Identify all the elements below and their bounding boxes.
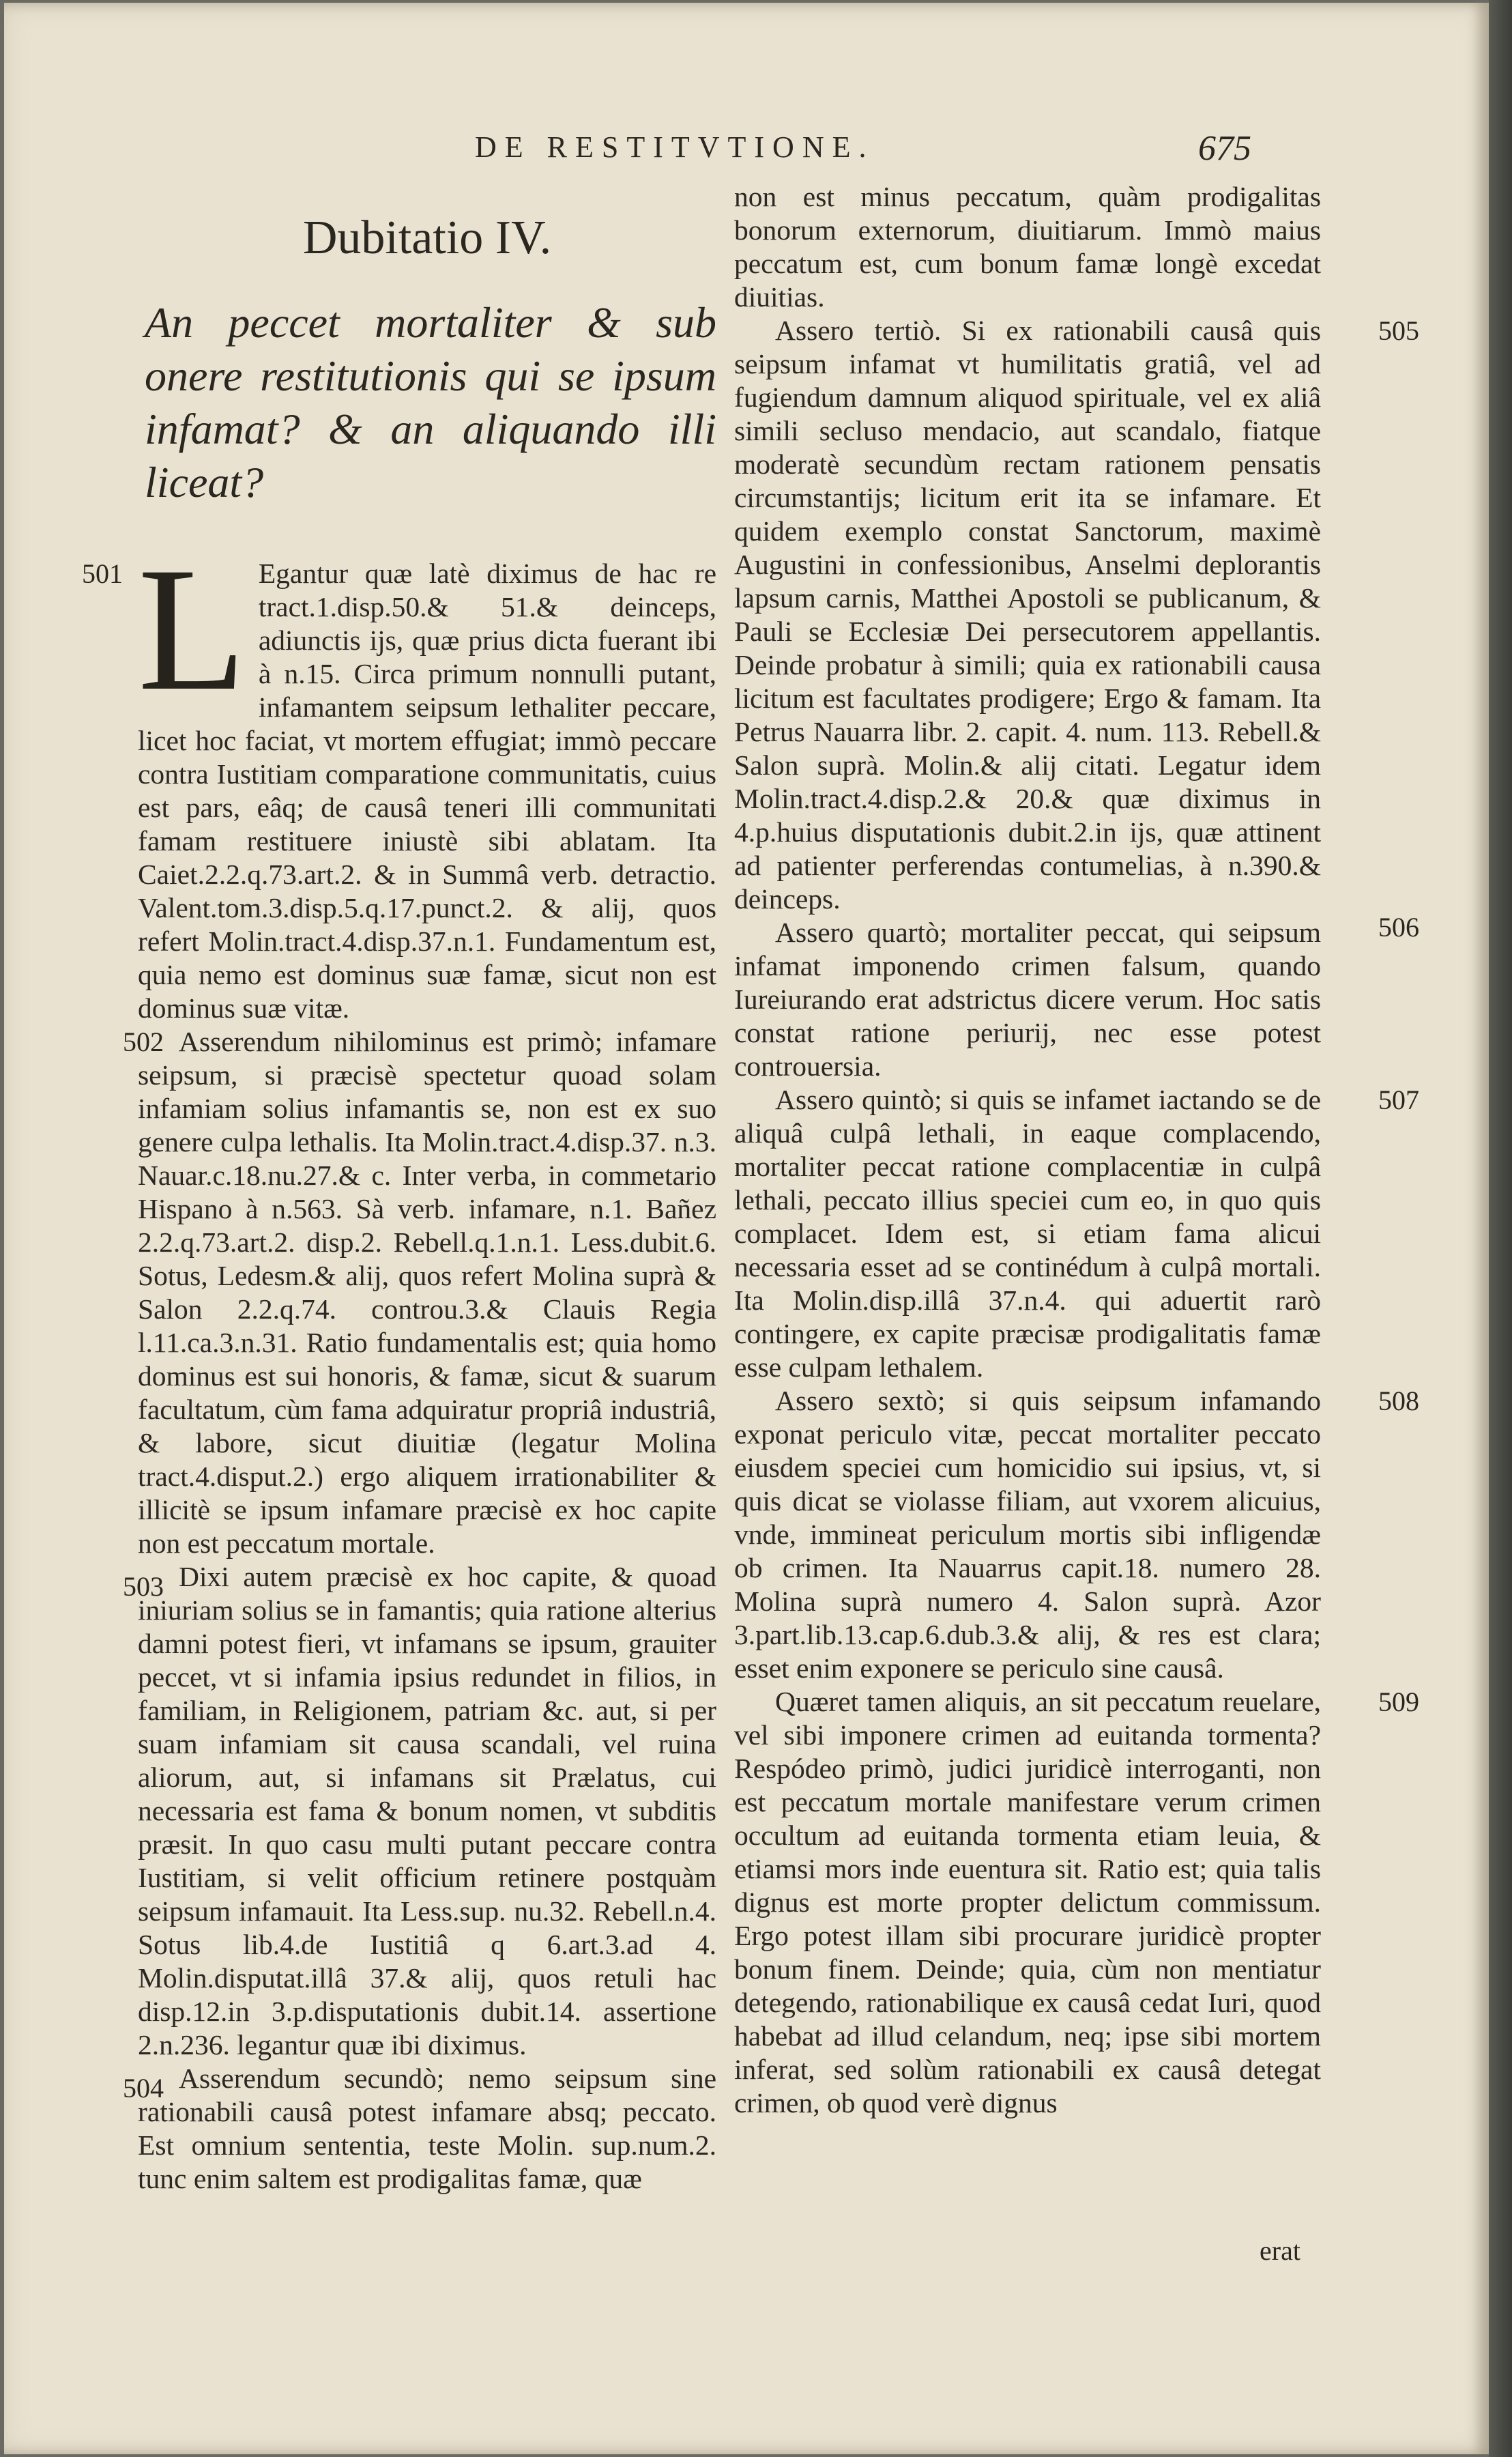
paragraph-503-text: Dixi autem præcisè ex hoc capite, & quoad iniuriam solius se in famantis; quia ratione alterius damni potest fieri, vt infamans se ipsum, grauiter peccet, vt si infamia ipsius redundet in filios, in familiam, in Religionem, patriam &c. aut, si per suam infamiam sit causa scandali, vel ruina aliorum, aut, si infamans sit Prælatus, cui necessaria est fama & bonum nomen, vt subditis præsit. In quo casu multi putant peccare contra Iustitiam, si velit officium retinere postquàm seipsum infamauit. Ita Less.sup. nu.32. Rebell.n.4. Sotus lib.4.de Iustitiâ q 6.art.3.ad 4. Molin.disputat.illâ 37.& alij, quos retuli hac disp.12.in 3.p.disputationis dubit.14. assertione 2.n.236. legantur quæ ibi diximus. bbox=[138, 1561, 716, 2060]
margin-number-505: 505 bbox=[1378, 315, 1419, 346]
paragraph-502-text: Asserendum nihilominus est primò; infamare seipsum, si præcisè spectetur quoad solam infamiam solius infamantis se, non est ex suo genere culpa lethalis. Ita Molin.tract.4.disp.37. n.3. Nauar.c.18.nu.27.& c. Inter verba, in commetario Hispano à n.563. Sà verb. infamare, n.1. Bañez 2.2.q.73.art.2. disp.2. Rebell.q.1.n.1. Less.dubit.6. Sotus, Ledesm.& alij, quos refert Molina suprà & Salon 2.2.q.74. controu.3.& Clauis Regia l.11.ca.3.n.31. Ratio fundamentalis est; quia homo dominus est sui honoris, & famæ, sicut & suarum facultatum, cùm fama adquiratur propriâ industriâ, & labore, sicut diuitiæ (legatur Molina tract.4.disput.2.) ergo aliquem irrationabiliter & illicitè se ipsum infamare præcisè ex hoc capite non est peccatum mortale. bbox=[138, 1026, 716, 1559]
margin-number-501: 501 bbox=[82, 558, 123, 589]
paragraph-506-text: Assero quartò; mortaliter peccat, qui seipsum infamat imponendo crimen falsum, quando Iureiurando erat adstrictus dicere verum. Hoc satis constat ratione periurij, nec esse potest controuersia. bbox=[734, 917, 1321, 1082]
margin-number-503: 503 bbox=[123, 1571, 164, 1602]
left-column bbox=[82, 207, 716, 2196]
margin-number-507: 507 bbox=[1378, 1084, 1419, 1115]
margin-number-504: 504 bbox=[123, 2073, 164, 2103]
dubitatio-heading: Dubitatio IV. bbox=[302, 212, 552, 264]
paragraph-501 bbox=[82, 531, 716, 1025]
paragraph-509 bbox=[734, 1685, 1419, 2120]
page-number: 675 bbox=[1198, 129, 1251, 168]
paragraph-505-text: Assero tertiò. Si ex rationabili causâ quis seipsum infamat vt humilitatis gratiâ, vel ad fugiendum damnum aliquod spirituale, vel ex aliâ simili secluso mendacio, aut scandalo, fiatque moderatè secundùm rectam rationem pensatis circumstantijs; licitum erit ita se infamare. Et quidem exemplo constat Sanctorum, maximè Augustini in confessionibus, Anselmi deplorantis lapsum carnis, Matthei Apostoli se publicanum, & Pauli se Ecclesiæ Dei persecutorem appellantis. Deinde probatur à simili; quia ex rationabili causa licitum est facultates prodigere; Ergo & famam. Ita Petrus Nauarra libr. 2. capit. 4. num. 113. Rebell.& Salon suprà. Molin.& alij citati. Legatur idem Molin.tract.4.disp.2.& 20.& quæ diximus in 4.p.huius disputationis dubit.2.in ijs, quæ attinent ad patienter perferendas contumelias, à n.390.& deinceps. bbox=[734, 315, 1321, 915]
paragraph-509-text: Quæret tamen aliquis, an sit peccatum reuelare, vel sibi imponere crimen ad euitanda tormenta? Respódeo primò, judici juridicè interroganti, non est peccatum mortale manifestare verum crimen occultum ad euitanda tormenta etiam leuia, & etiamsi mors inde euentura sit. Ratio est; quia talis dignus est morte propter delictum commissum. Ergo potest illam sibi procurare juridicè propter bonum finem. Deinde; quia, cùm non mentiatur detegendo, rationabilique ex causâ cedat Iuri, quod habebat ad illud celandum, neq; ipse sibi mortem inferat, sed solùm rationabili ex causâ detegat crimen, ob quod verè dignus bbox=[734, 1686, 1321, 2118]
right-column bbox=[734, 180, 1419, 2120]
paragraph-503 bbox=[123, 1560, 716, 2062]
catchword: erat bbox=[1260, 2235, 1300, 2266]
question-heading: An peccet mortaliter & sub onere restitutionis qui se ipsum infamat? & an aliquando illi liceat? bbox=[145, 298, 716, 506]
paragraph-506 bbox=[734, 912, 1419, 1083]
book-page bbox=[4, 3, 1489, 2454]
paragraph-504-continued-text: non est minus peccatum, quàm prodigalitas bonorum externorum, diuitiarum. Immò maius peccatum est, cum bonum famæ longè excedat diuitias. bbox=[734, 181, 1321, 313]
paragraph-501-text: Egantur quæ latè diximus de hac re tract.1.disp.50.& 51.& deinceps, adiunctis ijs, quæ prius dicta fuerant ibi à n.15. Circa primum nonnulli putant, infamantem seipsum lethaliter peccare, licet hoc faciat, vt mortem effugiat; immò peccare contra Iustitiam comparatione communitatis, cuius est pars, eâq; de causâ teneri illi communitati famam restituere iniustè sibi ablatam. Ita Caiet.2.2.q.73.art.2. & in Summâ verb. detractio. Valent.tom.3.disp.5.q.17.punct.2. & alij, quos refert Molin.tract.4.disp.37.n.1. Fundamentum est, quia nemo est dominus suæ famæ, sicut non est dominus suæ vitæ. bbox=[138, 558, 716, 1024]
paragraph-505 bbox=[734, 314, 1419, 916]
margin-number-502: 502 bbox=[123, 1026, 164, 1057]
paragraph-507 bbox=[734, 1083, 1419, 1384]
drop-capital: L bbox=[138, 531, 246, 728]
margin-number-509: 509 bbox=[1378, 1686, 1419, 1717]
paragraph-504-continued bbox=[734, 180, 1321, 314]
paragraph-508-text: Assero sextò; si quis seipsum infamando exponat periculo vitæ, peccat mortaliter peccato eiusdem speciei cum homicidio sui ipsius, vt, si quis dicat se violasse filiam, aut vxorem alicuius, vnde, immineat periculum mortis sibi infligendæ ob crimen. Ita Nauarrus capit.18. numero 28. Molina suprà numero 4. Salon suprà. Azor 3.part.lib.13.cap.6.dub.3.& alij, & res est clara; esset enim exponere se periculo sine causâ. bbox=[734, 1385, 1321, 1684]
margin-number-506: 506 bbox=[1378, 912, 1419, 943]
running-head: DE RESTITVTIONE. bbox=[475, 130, 875, 164]
paragraph-507-text: Assero quintò; si quis se infamet iactando se de aliquâ culpâ lethali, in eaque complacendo, mortaliter peccat ratione complacentiæ in culpâ lethali, peccato illius speciei cum eo, in quo quis complacet. Idem est, si etiam fama alicui necessaria esset ad se continédum à culpâ mortali. Ita Molin.disp.illâ 37.n.4. qui aduertit rarò contingere, ex capite præcisæ prodigalitatis famæ esse culpam lethalem. bbox=[734, 1084, 1321, 1383]
paragraph-508 bbox=[734, 1384, 1419, 1685]
scan-edge bbox=[1489, 0, 1512, 2457]
paragraph-504 bbox=[123, 2062, 716, 2196]
paragraph-504-text: Asserendum secundò; nemo seipsum sine rationabili causâ potest infamare absq; peccato. Est omnium sententia, teste Molin. sup.num.2. tunc enim saltem est prodigalitas famæ, quæ bbox=[138, 2063, 716, 2194]
margin-number-508: 508 bbox=[1378, 1385, 1419, 1416]
paragraph-502 bbox=[123, 1025, 716, 1560]
